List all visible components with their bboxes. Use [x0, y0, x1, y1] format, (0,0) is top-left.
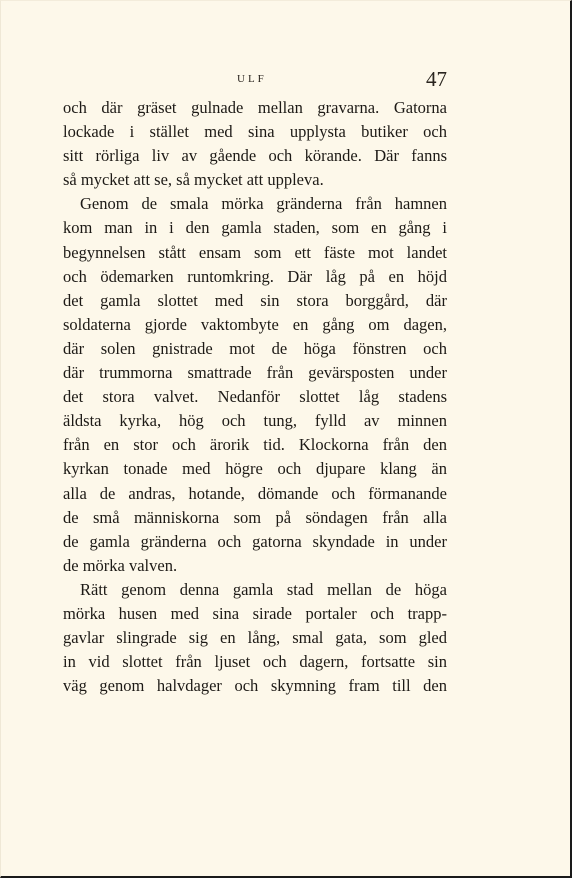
text-line: mörka husen med sina sirade portaler och trapp-	[63, 603, 447, 623]
page-number: 47	[426, 67, 447, 91]
body-text	[63, 96, 447, 698]
text-line: det gamla slottet med sin stora borggård, där	[63, 290, 447, 310]
text-line: där solen gnistrade mot de höga fönstren och	[63, 338, 447, 358]
text-line: väg genom halvdager och skymning fram till den	[63, 676, 447, 696]
text-line: det stora valvet. Nedanför slottet låg stadens	[63, 387, 447, 407]
text-line: och där gräset gulnade mellan gravarna. Gatorna	[63, 98, 447, 117]
text-line: från en stor och ärorik tid. Klockorna från den	[63, 435, 447, 455]
page-header	[63, 67, 447, 91]
text-line: sitt rörliga liv av gående och körande. Där fanns	[63, 146, 447, 166]
text-line: och ödemarken runtomkring. Där låg på en höjd	[63, 266, 447, 286]
text-line: de gamla gränderna och gatorna skyndade in under	[63, 531, 447, 551]
text-line: där trummorna smattrade från gevärsposten under	[63, 363, 447, 383]
text-line: de små människorna som på söndagen från alla	[63, 507, 447, 527]
paragraph-start-line: Rätt genom denna gamla stad mellan de höga	[80, 579, 447, 599]
text-line: gavlar slingrade sig en lång, smal gata, som gled	[63, 628, 447, 648]
text-line: in vid slottet från ljuset och dagern, fortsatte sin	[63, 652, 447, 672]
text-line: kom man in i den gamla staden, som en gång i	[63, 218, 447, 238]
text-line: soldaterna gjorde vaktombyte en gång om dagen,	[63, 314, 447, 334]
text-line: äldsta kyrka, hög och tung, fylld av minnen	[63, 411, 447, 431]
running-head: ULF	[237, 73, 267, 85]
text-line: begynnelsen stått ensam som ett fäste mot landet	[63, 242, 447, 262]
paragraph-end-line: så mycket att se, så mycket att uppleva.	[63, 170, 324, 190]
text-line: kyrkan tonade med högre och djupare klang än	[63, 459, 447, 479]
paragraph-end-line: de mörka valven.	[63, 555, 178, 575]
text-line: lockade i stället med sina upplysta butiker och	[63, 122, 447, 142]
paragraph-start-line: Genom de smala mörka gränderna från hamnen	[80, 194, 447, 214]
text-line: alla de andras, hotande, dömande och förmanande	[63, 483, 447, 503]
